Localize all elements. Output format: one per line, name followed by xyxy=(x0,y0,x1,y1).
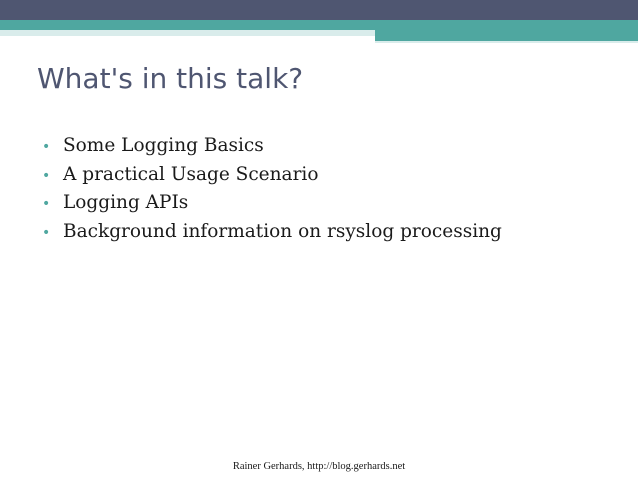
bullet-text: Background information on rsyslog processing xyxy=(63,220,502,242)
header-band-step xyxy=(375,30,638,41)
header-band-step-shadow xyxy=(375,41,638,43)
bullet-item xyxy=(42,135,502,164)
header-band-teal xyxy=(0,20,638,30)
bullet-item xyxy=(42,164,502,193)
bullet-icon: • xyxy=(42,139,51,155)
slide-footer: Rainer Gerhards, http://blog.gerhards.net xyxy=(232,461,406,472)
header-band-dark xyxy=(0,0,638,20)
bullet-text: A practical Usage Scenario xyxy=(63,163,319,185)
bullet-item xyxy=(42,192,502,221)
slide-title: What's in this talk? xyxy=(37,62,304,95)
header-band-light xyxy=(0,30,375,36)
bullet-item xyxy=(42,221,502,250)
bullet-icon: • xyxy=(42,167,51,184)
bullet-text: Logging APIs xyxy=(63,192,189,213)
bullet-text: Some Logging Basics xyxy=(63,135,264,156)
bullet-icon: • xyxy=(42,196,51,212)
bullet-list xyxy=(42,135,502,249)
bullet-icon: • xyxy=(42,224,51,241)
